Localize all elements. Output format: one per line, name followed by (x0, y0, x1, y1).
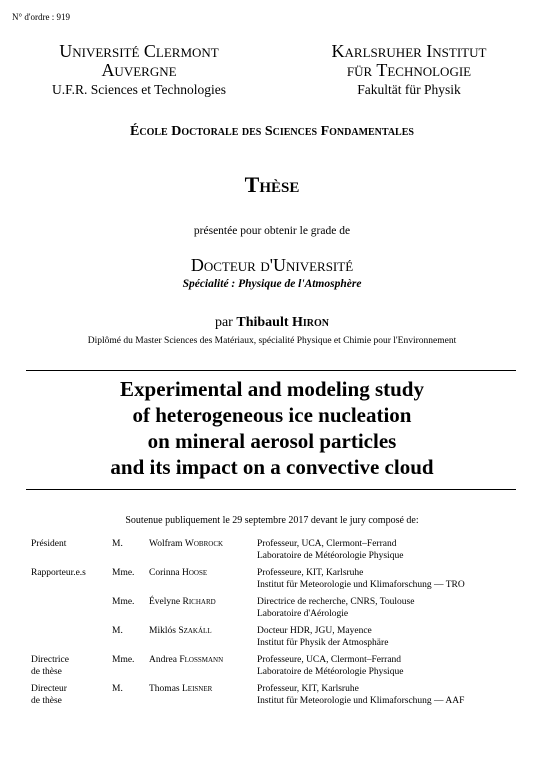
jury-name: Thomas Leisner (149, 684, 213, 694)
jury-row (31, 596, 521, 620)
obtain-text: présentée pour obtenir le grade de (193, 225, 351, 237)
jury-affiliation: Professeure, UCA, Clermont–Ferrand Laboratoire de Météorologie Physique (257, 655, 404, 677)
jury-title: Mme. (112, 568, 135, 578)
jury-row (31, 625, 521, 649)
jury-affiliation: Directrice de recherche, CNRS, Toulouse Laboratoire d'Aérologie (257, 597, 415, 619)
university-left-sub: U.F.R. Sciences et Technologies (52, 82, 226, 97)
jury-row (31, 567, 521, 591)
jury-affiliation: Professeur, KIT, Karlsruhe Institut für Meteorologie und Klimaforschung — AAF (257, 684, 465, 706)
jury-row (31, 538, 521, 562)
degree: Docteur d'Université (190, 255, 354, 275)
jury-role: Directeur de thèse (31, 684, 67, 706)
jury-name: Miklós Szakáll (149, 626, 212, 636)
university-right-sub: Fakultät für Physik (357, 82, 461, 97)
title-rule-top (26, 370, 516, 371)
university-right-line1: Karlsruher Institut (331, 41, 487, 61)
jury-name: Andrea Flossmann (149, 655, 224, 665)
title-line: Experimental and modeling study (120, 377, 424, 401)
document-type: Thèse (244, 172, 300, 197)
university-left-line1: Université Clermont (59, 41, 219, 61)
jury-title: M. (112, 684, 123, 694)
jury-title: M. (112, 539, 123, 549)
jury-row (31, 654, 521, 678)
jury-role: Rapporteur.e.s (31, 568, 86, 578)
jury-affiliation: Professeur, UCA, Clermont–Ferrand Laboratoire de Météorologie Physique (257, 539, 404, 561)
jury-affiliation: Professeure, KIT, Karlsruhe Institut für Meteorologie und Klimaforschung — TRO (257, 568, 465, 590)
author-prefix: par (214, 315, 233, 330)
author-lastname: Hiron (292, 315, 330, 330)
title-rule-bottom (26, 489, 516, 490)
title-line: of heterogeneous ice nucleation (132, 403, 412, 427)
jury-title: M. (112, 626, 123, 636)
speciality: Spécialité : Physique de l'Atmosphère (182, 278, 362, 290)
university-right-line2: für Technologie (346, 60, 472, 80)
author-firstname: Thibault (236, 315, 289, 330)
author-diploma: Diplômé du Master Sciences des Matériaux, spécialité Physique et Chimie pour l'Environnement (87, 336, 457, 346)
jury-name: Corinna Hoose (149, 568, 208, 578)
university-left-line2: Auvergne (101, 60, 177, 80)
title-line: and its impact on a convective cloud (110, 455, 434, 479)
jury-name: Évelyne Richard (149, 597, 216, 607)
author-line (0, 315, 544, 331)
title-line: on mineral aerosol particles (147, 429, 397, 453)
doctoral-school: École Doctorale des Sciences Fondamentales (130, 124, 414, 139)
jury-affiliation: Docteur HDR, JGU, Mayence Institut für Physik der Atmosphäre (257, 626, 389, 648)
thesis-title (0, 376, 544, 480)
jury-name: Wolfram Wobrock (149, 539, 224, 549)
jury-row (31, 683, 521, 707)
defense-statement: Soutenue publiquement le 29 septembre 2017 devant le jury composé de: (125, 515, 419, 526)
jury-table (31, 538, 521, 712)
jury-role: Président (31, 539, 67, 549)
jury-role: Directrice de thèse (31, 655, 69, 677)
order-number: N° d'ordre : 919 (12, 12, 70, 22)
jury-title: Mme. (112, 655, 135, 665)
university-karlsruhe (298, 42, 520, 98)
jury-title: Mme. (112, 597, 135, 607)
university-clermont (26, 42, 252, 98)
